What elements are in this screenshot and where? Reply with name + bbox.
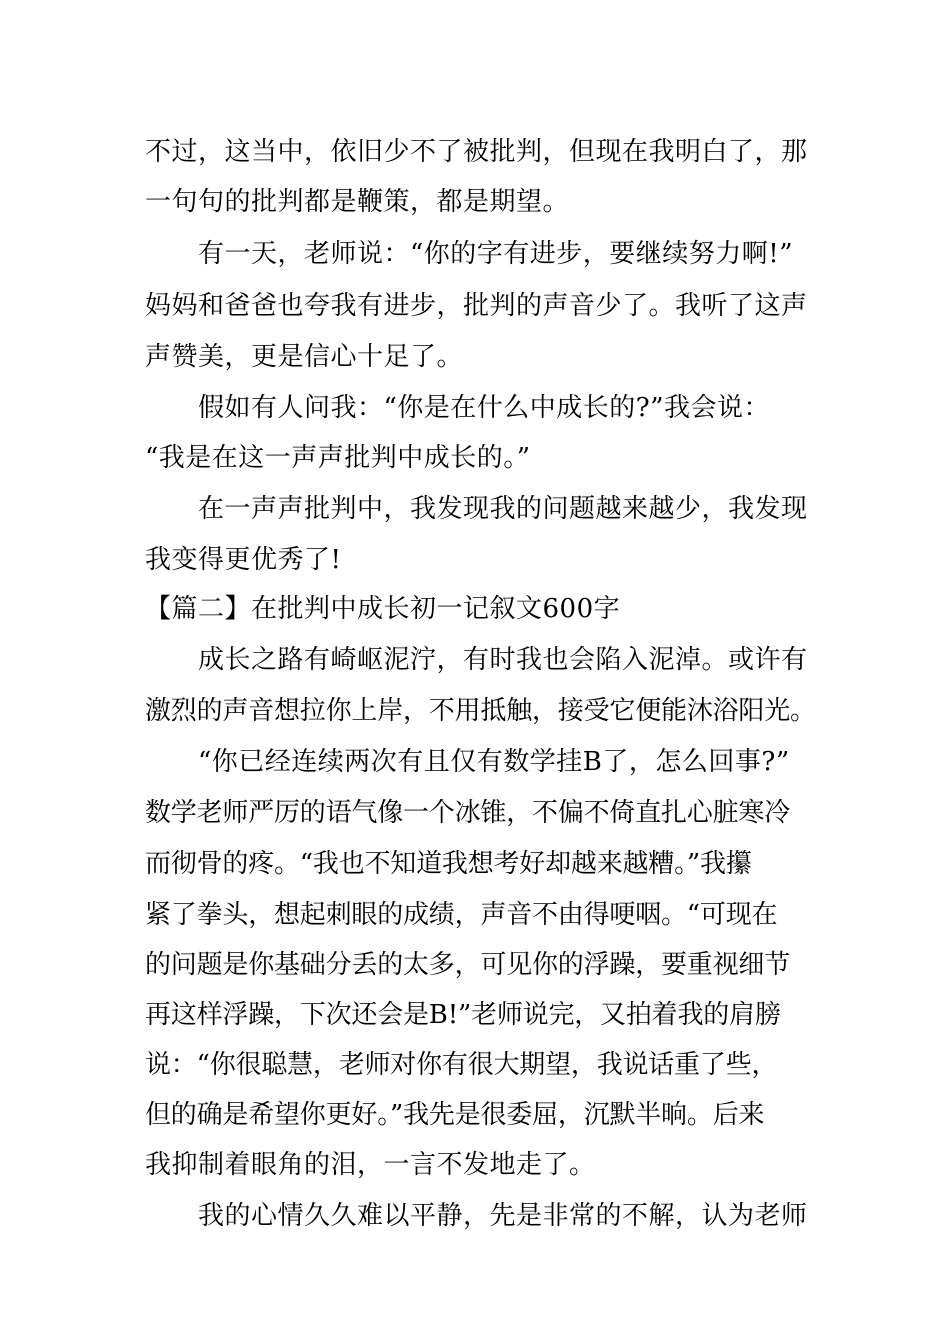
text-line: 我的心情久久难以平静，先是非常的不解，认为老师 bbox=[198, 1201, 808, 1231]
text-line: 紧了拳头，想起刺眼的成绩，声音不由得哽咽。“可现在 bbox=[145, 900, 778, 930]
text-line: 成长之路有崎岖泥泞，有时我也会陷入泥淖。或许有 bbox=[198, 645, 808, 675]
text-line: 我抑制着眼角的泪，一言不发地走了。 bbox=[145, 1150, 596, 1180]
text-line: 妈妈和爸爸也夸我有进步，批判的声音少了。我听了这声 bbox=[145, 291, 808, 321]
text-line: 有一天，老师说：“你的字有进步，要继续努力啊!” bbox=[198, 239, 794, 269]
text-line: 激烈的声音想拉你上岸，不用抵触，接受它便能沐浴阳光。 bbox=[145, 696, 816, 726]
text-line: 一句句的批判都是鞭策，都是期望。 bbox=[145, 187, 570, 217]
text-line: 声赞美，更是信心十足了。 bbox=[145, 342, 464, 372]
text-line: 而彻骨的疼。“我也不知道我想考好却越来越糟。”我攥 bbox=[145, 849, 752, 879]
text-line: 说：“你很聪慧，老师对你有很大期望，我说话重了些， bbox=[145, 1050, 778, 1080]
text-line: 但的确是希望你更好。”我先是很委屈，沉默半晌。后来 bbox=[145, 1100, 765, 1130]
text-line: 的问题是你基础分丢的太多，可见你的浮躁，要重视细节 bbox=[145, 950, 791, 980]
text-line: 不过，这当中，依旧少不了被批判，但现在我明白了，那 bbox=[145, 137, 808, 167]
text-line: 假如有人问我：“你是在什么中成长的?”我会说： bbox=[198, 393, 771, 423]
text-line: 我变得更优秀了! bbox=[145, 545, 342, 575]
text-line: “我是在这一声声批判中成长的。” bbox=[145, 443, 531, 473]
text-line: 数学老师严厉的语气像一个冰锥，不偏不倚直扎心脏寒冷 bbox=[145, 798, 791, 828]
section-heading: 【篇二】在批判中成长初一记叙文600字 bbox=[145, 594, 621, 624]
text-line: “你已经连续两次有且仅有数学挂B了，怎么回事?” bbox=[198, 747, 790, 777]
text-line: 再这样浮躁，下次还会是B!”老师说完，又拍着我的肩膀 bbox=[145, 1000, 781, 1030]
text-line: 在一声声批判中，我发现我的问题越来越少，我发现 bbox=[198, 494, 808, 524]
